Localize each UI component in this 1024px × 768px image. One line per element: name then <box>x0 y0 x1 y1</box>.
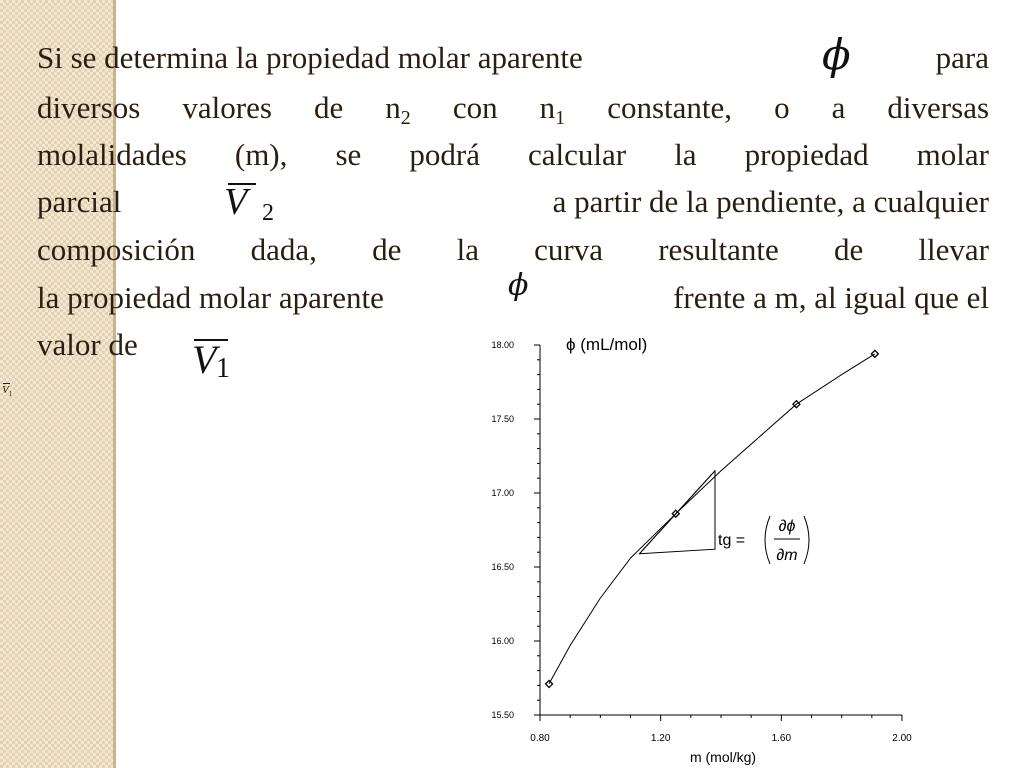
small-v1-symbol: $V_1$ <box>2 384 13 399</box>
partial-m: ∂m <box>776 547 798 564</box>
partial-phi: ∂ϕ <box>778 518 796 535</box>
x-tick-label: 2.00 <box>892 733 912 744</box>
x-tick-label: 1.60 <box>771 733 792 744</box>
phi-symbol: ϕ <box>822 30 851 79</box>
v2-bar-symbol: V 2 <box>224 181 274 226</box>
paragraph-line-1: Si se determina la propiedad molar aparente para <box>37 40 989 75</box>
y-tick-label: 16.00 <box>491 636 514 646</box>
y-tick-label: 17.50 <box>491 414 514 424</box>
phi-vs-m-chart <box>470 330 950 766</box>
y-axis-label: ϕ (mL/mol) <box>566 335 648 354</box>
paragraph-line-6: la propiedad molar aparente frente a m, al igual que el <box>37 280 989 315</box>
y-tick-label: 17.00 <box>491 488 514 498</box>
right-paren <box>804 516 809 564</box>
paragraph-line-7: valor de <box>37 327 138 362</box>
y-tick-label: 15.50 <box>491 710 514 720</box>
y-tick-label: 18.00 <box>491 340 514 350</box>
paragraph-line-5: composición dada, de la curva resultante de llevar <box>37 232 989 267</box>
v1-bar-symbol: V 1 <box>192 337 230 384</box>
left-paren <box>765 516 770 564</box>
paragraph-line-4: parcial a partir de la pendiente, a cualquier <box>37 184 989 219</box>
y-tick-label: 16.50 <box>491 562 514 572</box>
slope-tg-label: tg = <box>718 532 746 549</box>
paragraph-line-3: molalidades (m), se podrá calcular la propiedad molar <box>37 137 989 172</box>
chart-points <box>546 350 879 687</box>
x-axis-label: m (mol/kg) <box>689 749 757 765</box>
data-point <box>871 350 878 357</box>
chart-labels <box>566 335 809 765</box>
chart-axes <box>491 340 912 744</box>
paragraph-line-2: diversos valores de $n_2$ con $n_1$ constante, o a diversas <box>37 90 990 129</box>
phi-curve <box>549 354 875 684</box>
chart-curve <box>549 354 875 684</box>
x-tick-label: 1.20 <box>650 733 671 744</box>
x-tick-label: 0.80 <box>530 733 550 744</box>
phi-symbol-inline: ϕ <box>508 268 529 303</box>
